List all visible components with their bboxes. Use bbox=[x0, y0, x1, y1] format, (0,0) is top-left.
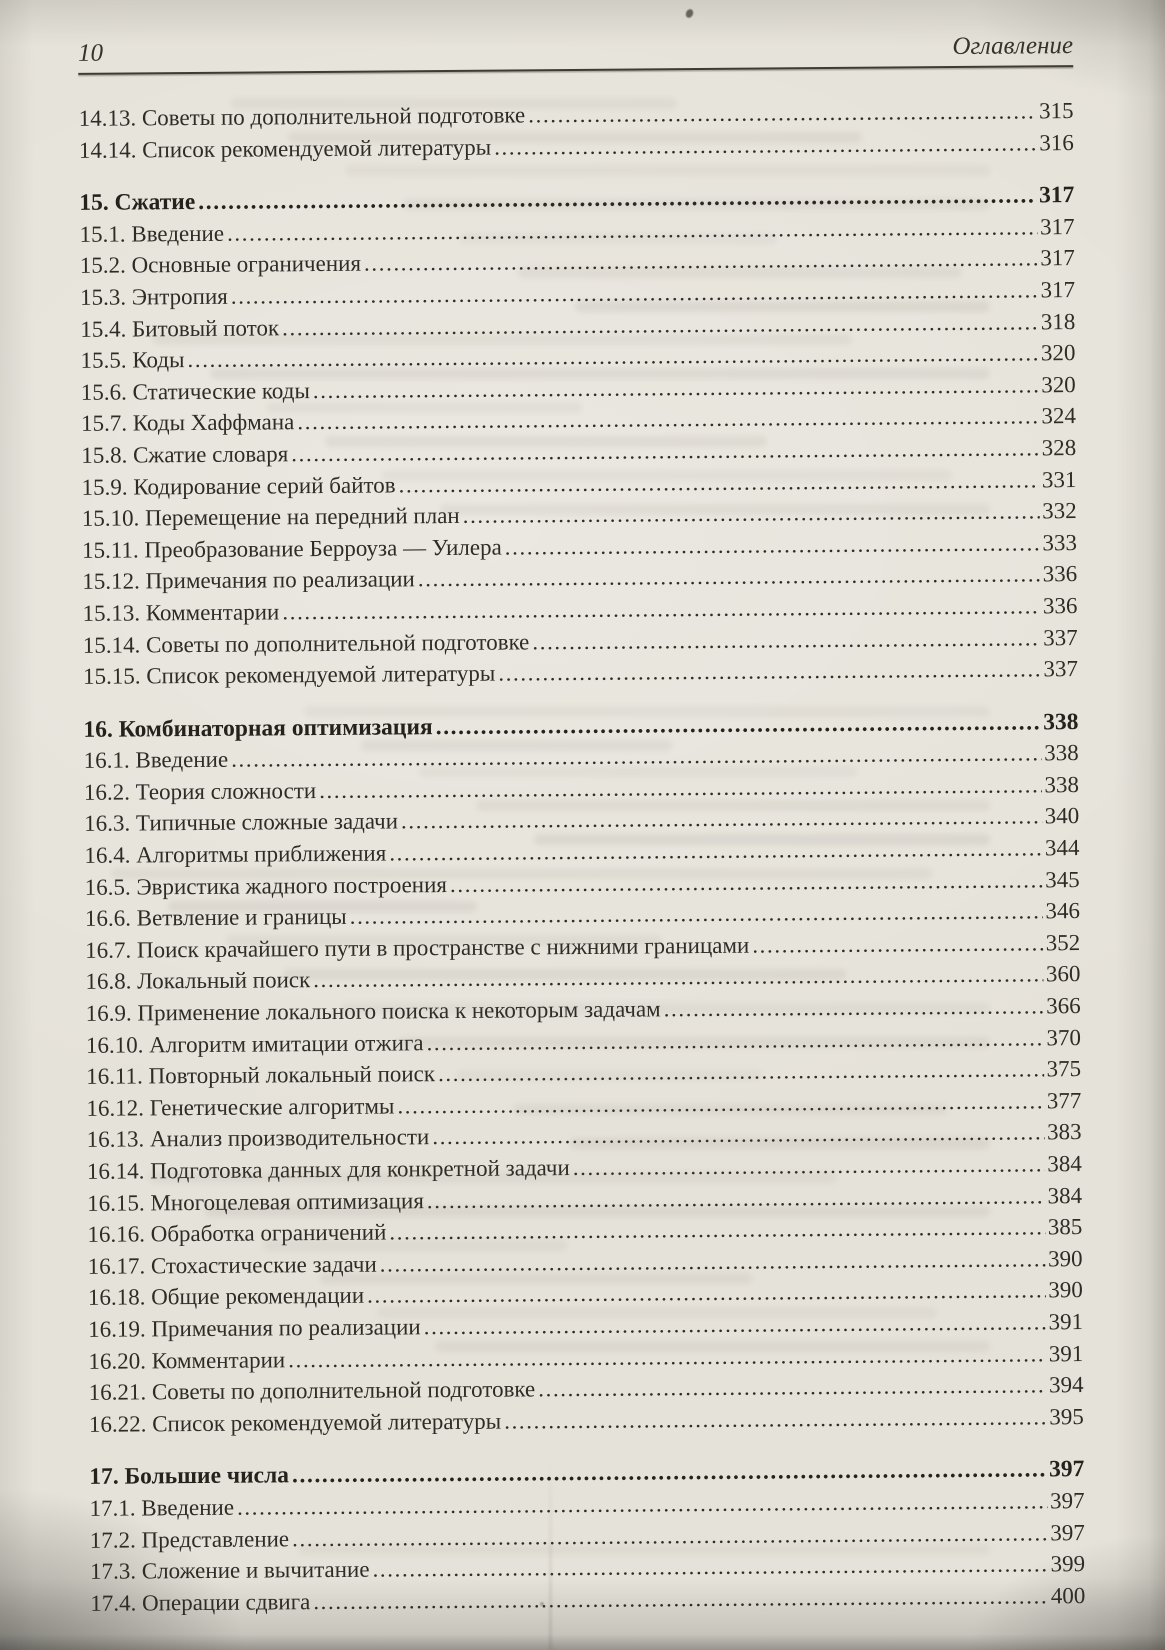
toc-leader-dots bbox=[573, 1151, 1045, 1181]
toc-entry-title: 15.3. Энтропия bbox=[79, 283, 228, 310]
toc-entry-title: 16.21. Советы по дополнительной подготовке bbox=[88, 1376, 536, 1406]
toc-page-number: 336 bbox=[1042, 561, 1078, 587]
toc-entry-title: 16.15. Многоцелевая оптимизация bbox=[87, 1187, 424, 1216]
toc-leader-dots bbox=[313, 372, 1039, 404]
toc-page-number: 394 bbox=[1049, 1372, 1084, 1398]
toc-page-number: 383 bbox=[1047, 1119, 1082, 1145]
toc-page-number: 360 bbox=[1045, 961, 1081, 987]
toc-entry-row bbox=[89, 1404, 1084, 1443]
toc-leader-dots bbox=[389, 1215, 1045, 1246]
toc-page-number: 390 bbox=[1048, 1277, 1083, 1303]
toc-page-number: 390 bbox=[1048, 1245, 1083, 1272]
toc-section bbox=[89, 1456, 1085, 1622]
toc-page-number: 338 bbox=[1044, 740, 1079, 766]
toc-list bbox=[79, 98, 1086, 1622]
toc-entry-title: 16.17. Стохастические задачи bbox=[87, 1251, 377, 1279]
toc-leader-dots bbox=[291, 435, 1039, 467]
toc-entry-title: 15. Сжатие bbox=[79, 189, 196, 217]
toc-entry-title: 15.1. Введение bbox=[79, 220, 225, 247]
toc-leader-dots bbox=[532, 625, 1040, 655]
toc-entry-title: 15.6. Статические коды bbox=[80, 377, 310, 405]
toc-leader-dots bbox=[504, 1404, 1046, 1434]
toc-page-number: 340 bbox=[1044, 803, 1080, 829]
toc-entry-title: 16.20. Комментарии bbox=[88, 1346, 286, 1374]
toc-leader-dots bbox=[389, 835, 1042, 866]
toc-page-number: 346 bbox=[1045, 898, 1080, 924]
toc-page-number: 391 bbox=[1048, 1340, 1084, 1366]
toc-page-number: 320 bbox=[1040, 340, 1076, 366]
toc-leader-dots bbox=[398, 467, 1039, 498]
toc-entry-title: 16.19. Примечания по реализации bbox=[88, 1314, 421, 1342]
toc-leader-dots bbox=[494, 130, 1036, 160]
toc-entry-title: 16.13. Анализ производительности bbox=[86, 1124, 430, 1153]
toc-entry-title: 16.9. Применение локального поиска к некоторым задачам bbox=[85, 996, 661, 1026]
toc-page-number: 397 bbox=[1049, 1487, 1085, 1514]
toc-leader-dots bbox=[292, 1520, 1047, 1552]
toc-page-number: 400 bbox=[1050, 1582, 1086, 1609]
toc-page-number: 338 bbox=[1044, 771, 1079, 798]
toc-leader-dots bbox=[313, 1583, 1048, 1615]
toc-entry-title: 15.10. Перемещение на передний план bbox=[81, 503, 460, 532]
toc-leader-dots bbox=[313, 962, 1043, 994]
toc-leader-dots bbox=[237, 1488, 1047, 1520]
toc-leader-dots bbox=[350, 899, 1043, 930]
toc-leader-dots bbox=[282, 309, 1038, 341]
toc-entry-title: 15.15. Список рекомендуемой литературы bbox=[82, 660, 496, 689]
toc-entry-title: 14.13. Советы по дополнительной подготовке bbox=[78, 102, 526, 131]
toc-entry-title: 16.12. Генетические алгоритмы bbox=[86, 1093, 395, 1121]
toc-page-number: 336 bbox=[1042, 592, 1078, 619]
toc-leader-dots bbox=[231, 277, 1038, 309]
toc-leader-dots bbox=[463, 498, 1040, 529]
toc-page-number: 397 bbox=[1048, 1456, 1085, 1483]
toc-page-number: 315 bbox=[1039, 98, 1074, 124]
toc-leader-dots bbox=[288, 1341, 1046, 1373]
toc-entry-title: 16.4. Алгоритмы приближения bbox=[84, 840, 387, 868]
toc-leader-dots bbox=[450, 867, 1042, 898]
toc-entry-row bbox=[83, 656, 1078, 695]
toc-entry-title: 16.8. Локальный поиск bbox=[85, 967, 311, 995]
ink-speck bbox=[540, 1602, 544, 1606]
toc-entry-title: 17.1. Введение bbox=[89, 1494, 235, 1521]
toc-leader-dots bbox=[292, 1457, 1046, 1490]
toc-entry-title: 17.4. Операции сдвига bbox=[90, 1588, 311, 1616]
toc-page-number: 344 bbox=[1044, 835, 1080, 861]
toc-entry-title: 15.8. Сжатие словаря bbox=[81, 441, 289, 468]
toc-leader-dots bbox=[231, 741, 1041, 773]
toc-page-number: 370 bbox=[1046, 1024, 1081, 1050]
toc-page-number: 316 bbox=[1039, 129, 1074, 155]
toc-page-number: 317 bbox=[1040, 277, 1076, 303]
toc-entry-title: 16.22. Список рекомендуемой литературы bbox=[88, 1408, 502, 1437]
toc-entry-title: 16.1. Введение bbox=[83, 747, 229, 774]
toc-entry-title: 16.11. Повторный локальный поиск bbox=[86, 1061, 436, 1090]
toc-entry-title: 17.3. Сложение и вычитание bbox=[89, 1556, 370, 1584]
toc-entry-title: 17.2. Представление bbox=[89, 1525, 290, 1553]
toc-leader-dots bbox=[664, 993, 1044, 1022]
toc-page-number: 377 bbox=[1046, 1087, 1082, 1114]
toc-entry-title: 15.11. Преобразование Берроуза — Уилера bbox=[81, 534, 502, 563]
toc-leader-dots bbox=[187, 341, 1038, 374]
toc-entry-title: 14.14. Список рекомендуемой литературы bbox=[78, 134, 492, 163]
toc-leader-dots bbox=[438, 1057, 1044, 1088]
toc-entry-title: 15.12. Примечания по реализации bbox=[82, 566, 415, 595]
toc-entry-title: 16.10. Алгоритм имитации отжига bbox=[85, 1029, 424, 1058]
toc-page-number: 337 bbox=[1043, 624, 1078, 650]
toc-leader-dots bbox=[364, 246, 1037, 277]
toc-leader-dots bbox=[227, 214, 1037, 246]
toc-leader-dots bbox=[538, 1373, 1046, 1403]
toc-leader-dots bbox=[282, 593, 1040, 625]
toc-leader-dots bbox=[397, 1088, 1044, 1119]
toc-leader-dots bbox=[297, 404, 1038, 436]
toc-entry-title: 15.13. Комментарии bbox=[82, 599, 280, 626]
toc-leader-dots bbox=[426, 1025, 1043, 1056]
toc-entry-title: 15.9. Кодирование серий байтов bbox=[81, 471, 396, 500]
toc-page-number: 399 bbox=[1050, 1551, 1086, 1577]
toc-leader-dots bbox=[505, 530, 1040, 560]
page-content bbox=[78, 32, 1085, 1622]
toc-leader-dots bbox=[424, 1309, 1046, 1340]
toc-page-number: 337 bbox=[1043, 656, 1079, 682]
toc-page-number: 384 bbox=[1047, 1151, 1082, 1177]
toc-entry-title: 15.5. Коды bbox=[80, 347, 185, 374]
toc-page-number: 345 bbox=[1045, 866, 1080, 892]
toc-leader-dots bbox=[432, 1120, 1044, 1151]
toc-entry-title: 16.6. Ветвление и границы bbox=[84, 904, 347, 932]
toc-entry-title: 16.14. Подготовка данных для конкретной задачи bbox=[86, 1155, 570, 1184]
toc-entry-title: 16.18. Общие рекомендации bbox=[87, 1283, 365, 1311]
toc-page-number: 397 bbox=[1050, 1519, 1085, 1545]
toc-page-number: 328 bbox=[1041, 435, 1077, 461]
toc-entry-title: 17. Большие числа bbox=[89, 1462, 290, 1491]
toc-leader-dots bbox=[418, 562, 1040, 593]
toc-section bbox=[79, 182, 1078, 695]
page-number: 10 bbox=[78, 39, 104, 67]
toc-page-number: 317 bbox=[1038, 182, 1075, 209]
toc-section bbox=[83, 709, 1084, 1443]
toc-entry-title: 15.2. Основные ограничения bbox=[79, 251, 362, 279]
toc-entry-title: 15.14. Советы по дополнительной подготовке bbox=[82, 628, 530, 658]
toc-entry-title: 16.16. Обработка ограничений bbox=[87, 1219, 387, 1248]
toc-page-number: 320 bbox=[1041, 371, 1076, 398]
toc-page-number: 385 bbox=[1047, 1214, 1083, 1240]
toc-page-number: 338 bbox=[1043, 708, 1079, 736]
toc-section bbox=[79, 98, 1074, 169]
toc-entry-title: 16.7. Поиск крачайшего пути в пространстве с нижними границами bbox=[85, 932, 750, 963]
toc-page-number: 318 bbox=[1040, 308, 1076, 334]
toc-entry-title: 16.3. Типичные сложные задачи bbox=[84, 808, 399, 837]
toc-entry-title: 16. Комбинаторная оптимизация bbox=[83, 713, 433, 743]
toc-page-number: 384 bbox=[1047, 1182, 1083, 1208]
toc-page-number: 317 bbox=[1040, 245, 1075, 271]
toc-entry-title: 15.7. Коды Хаффмана bbox=[80, 409, 295, 437]
toc-page-number: 375 bbox=[1046, 1056, 1082, 1082]
toc-page-number: 391 bbox=[1048, 1309, 1084, 1335]
toc-page-number: 317 bbox=[1039, 213, 1075, 240]
toc-leader-dots bbox=[498, 656, 1040, 686]
toc-leader-dots bbox=[198, 183, 1036, 217]
toc-page-number: 333 bbox=[1042, 529, 1078, 556]
toc-leader-dots bbox=[752, 930, 1043, 958]
toc-leader-dots bbox=[401, 804, 1042, 835]
running-title: Оглавление bbox=[952, 32, 1074, 61]
toc-entry-title: 15.4. Битовый поток bbox=[80, 314, 280, 342]
paper-crease bbox=[549, 1460, 552, 1650]
toc-leader-dots bbox=[427, 1183, 1045, 1214]
toc-page-number: 366 bbox=[1046, 993, 1081, 1019]
toc-leader-dots bbox=[528, 98, 1036, 128]
toc-leader-dots bbox=[367, 1278, 1045, 1309]
toc-page-number: 324 bbox=[1041, 403, 1077, 429]
toc-leader-dots bbox=[380, 1246, 1046, 1277]
toc-page-number: 332 bbox=[1042, 498, 1077, 524]
toc-page-number: 395 bbox=[1049, 1403, 1084, 1430]
toc-leader-dots bbox=[372, 1551, 1047, 1582]
toc-entry-row bbox=[79, 130, 1074, 169]
toc-leader-dots bbox=[436, 709, 1041, 741]
toc-page-number: 352 bbox=[1045, 929, 1081, 956]
toc-page-number: 331 bbox=[1041, 466, 1077, 492]
toc-entry-title: 16.2. Теория сложности bbox=[83, 777, 317, 805]
toc-entry-title: 16.5. Эвристика жадного построения bbox=[84, 871, 448, 900]
toc-leader-dots bbox=[319, 772, 1041, 804]
